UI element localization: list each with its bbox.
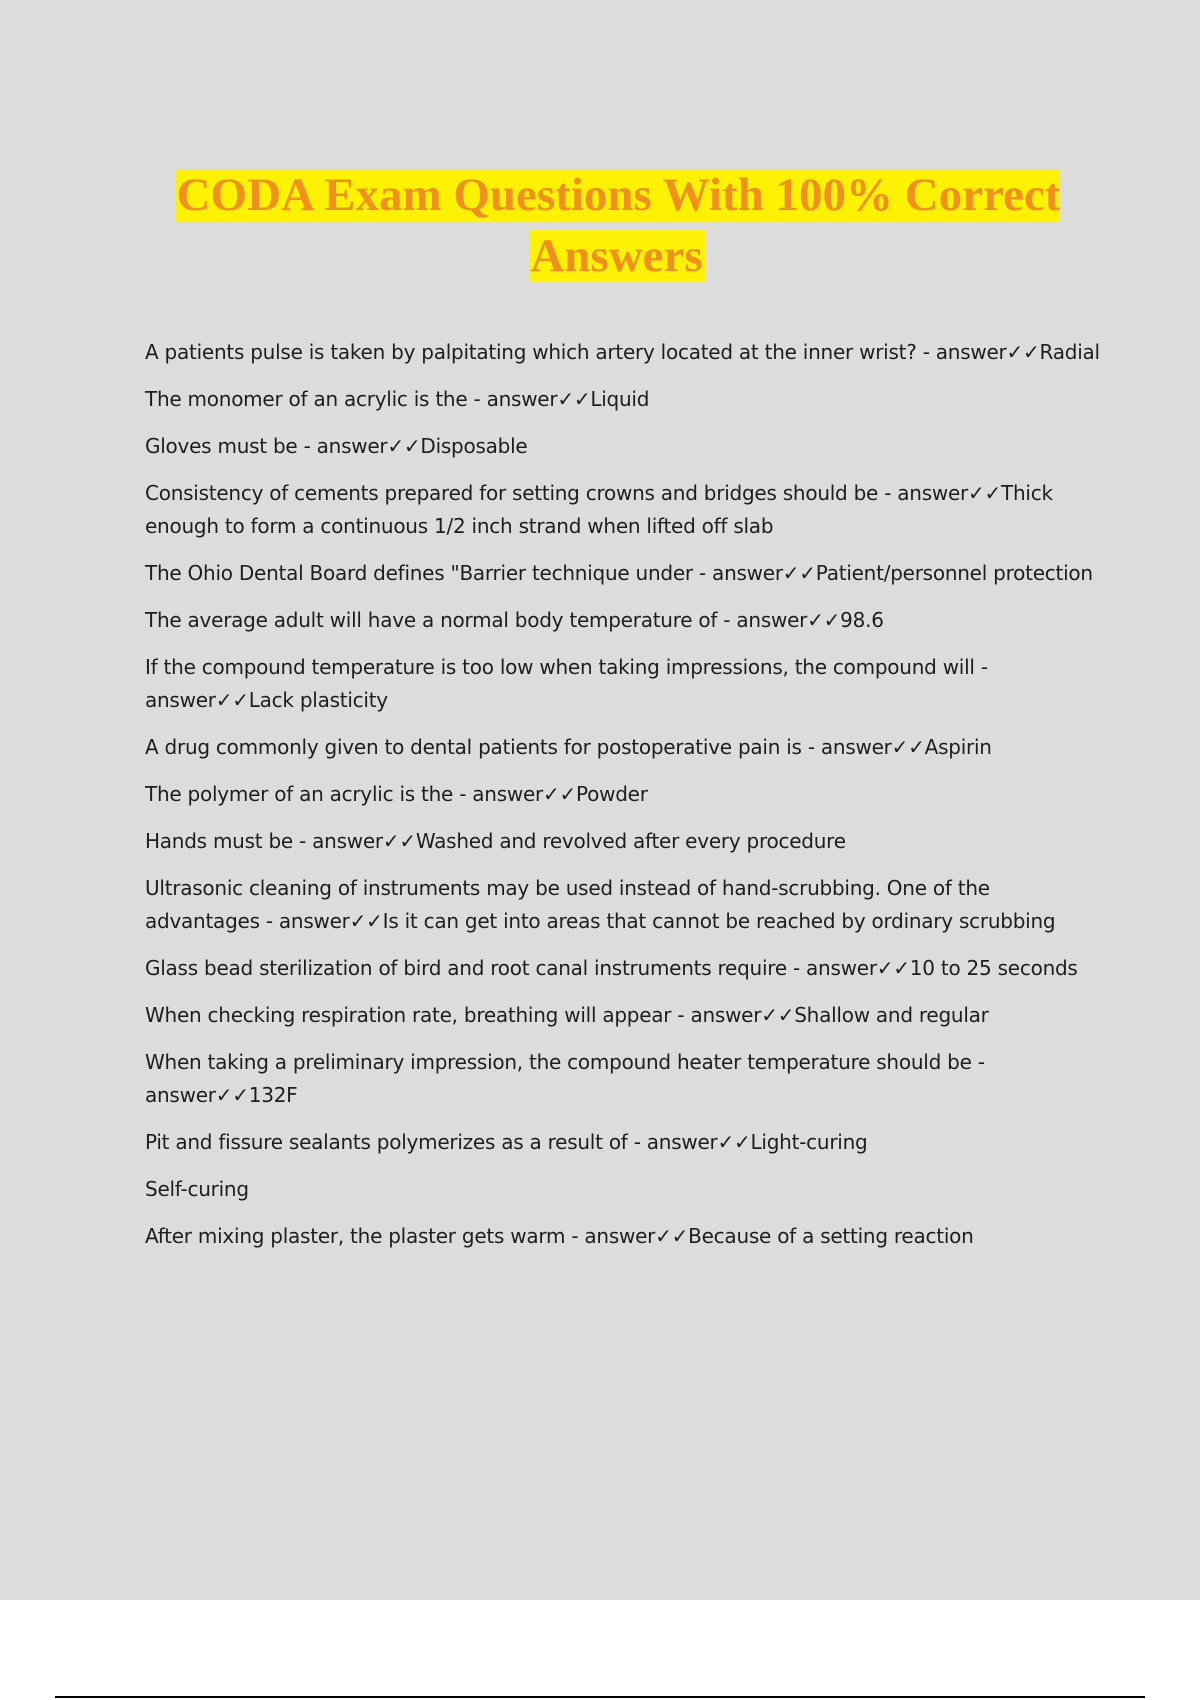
qa-item-8: A drug commonly given to dental patients for postoperative pain is - answer✓✓Aspirin [145, 735, 992, 759]
qa-item-4: Consistency of cements prepared for setting crowns and bridges should be - answer✓✓Thick enough to form a continuous 1/2 inch strand when lifted off slab [145, 481, 1053, 538]
qa-item-3: Gloves must be - answer✓✓Disposable [145, 434, 528, 458]
qa-item-13: When checking respiration rate, breathing will appear - answer✓✓Shallow and regular [145, 1003, 989, 1027]
qa-item-9: The polymer of an acrylic is the - answer✓✓Powder [145, 782, 648, 806]
document-title-block [100, 165, 1135, 287]
qa-item-14: When taking a preliminary impression, the compound heater temperature should be - answer✓✓132F [145, 1050, 985, 1107]
qa-item-12: Glass bead sterilization of bird and root canal instruments require - answer✓✓10 to 25 seconds [145, 956, 1078, 980]
qa-item-17: After mixing plaster, the plaster gets warm - answer✓✓Because of a setting reaction [145, 1224, 974, 1248]
qa-item-15: Pit and fissure sealants polymerizes as a result of - answer✓✓Light-curing [145, 1130, 868, 1154]
question-answer-list [145, 336, 1105, 1267]
bottom-divider [55, 1696, 1145, 1698]
qa-item-16: Self-curing [145, 1177, 249, 1201]
qa-item-11: Ultrasonic cleaning of instruments may be used instead of hand-scrubbing. One of the advantages - answer✓✓Is it can get into areas that cannot be reached by ordinary scrubbing [145, 876, 1056, 933]
qa-item-10: Hands must be - answer✓✓Washed and revolved after every procedure [145, 829, 846, 853]
qa-item-7: If the compound temperature is too low when taking impressions, the compound will - answer✓✓Lack plasticity [145, 655, 988, 712]
qa-item-6: The average adult will have a normal body temperature of - answer✓✓98.6 [145, 608, 884, 632]
qa-item-2: The monomer of an acrylic is the - answer✓✓Liquid [145, 387, 650, 411]
document-title: CODA Exam Questions With 100% Correct Answers [176, 169, 1061, 282]
qa-item-1: A patients pulse is taken by palpitating which artery located at the inner wrist? - answer✓✓Radial [145, 340, 1100, 364]
qa-item-5: The Ohio Dental Board defines "Barrier technique under - answer✓✓Patient/personnel protection [145, 561, 1093, 585]
